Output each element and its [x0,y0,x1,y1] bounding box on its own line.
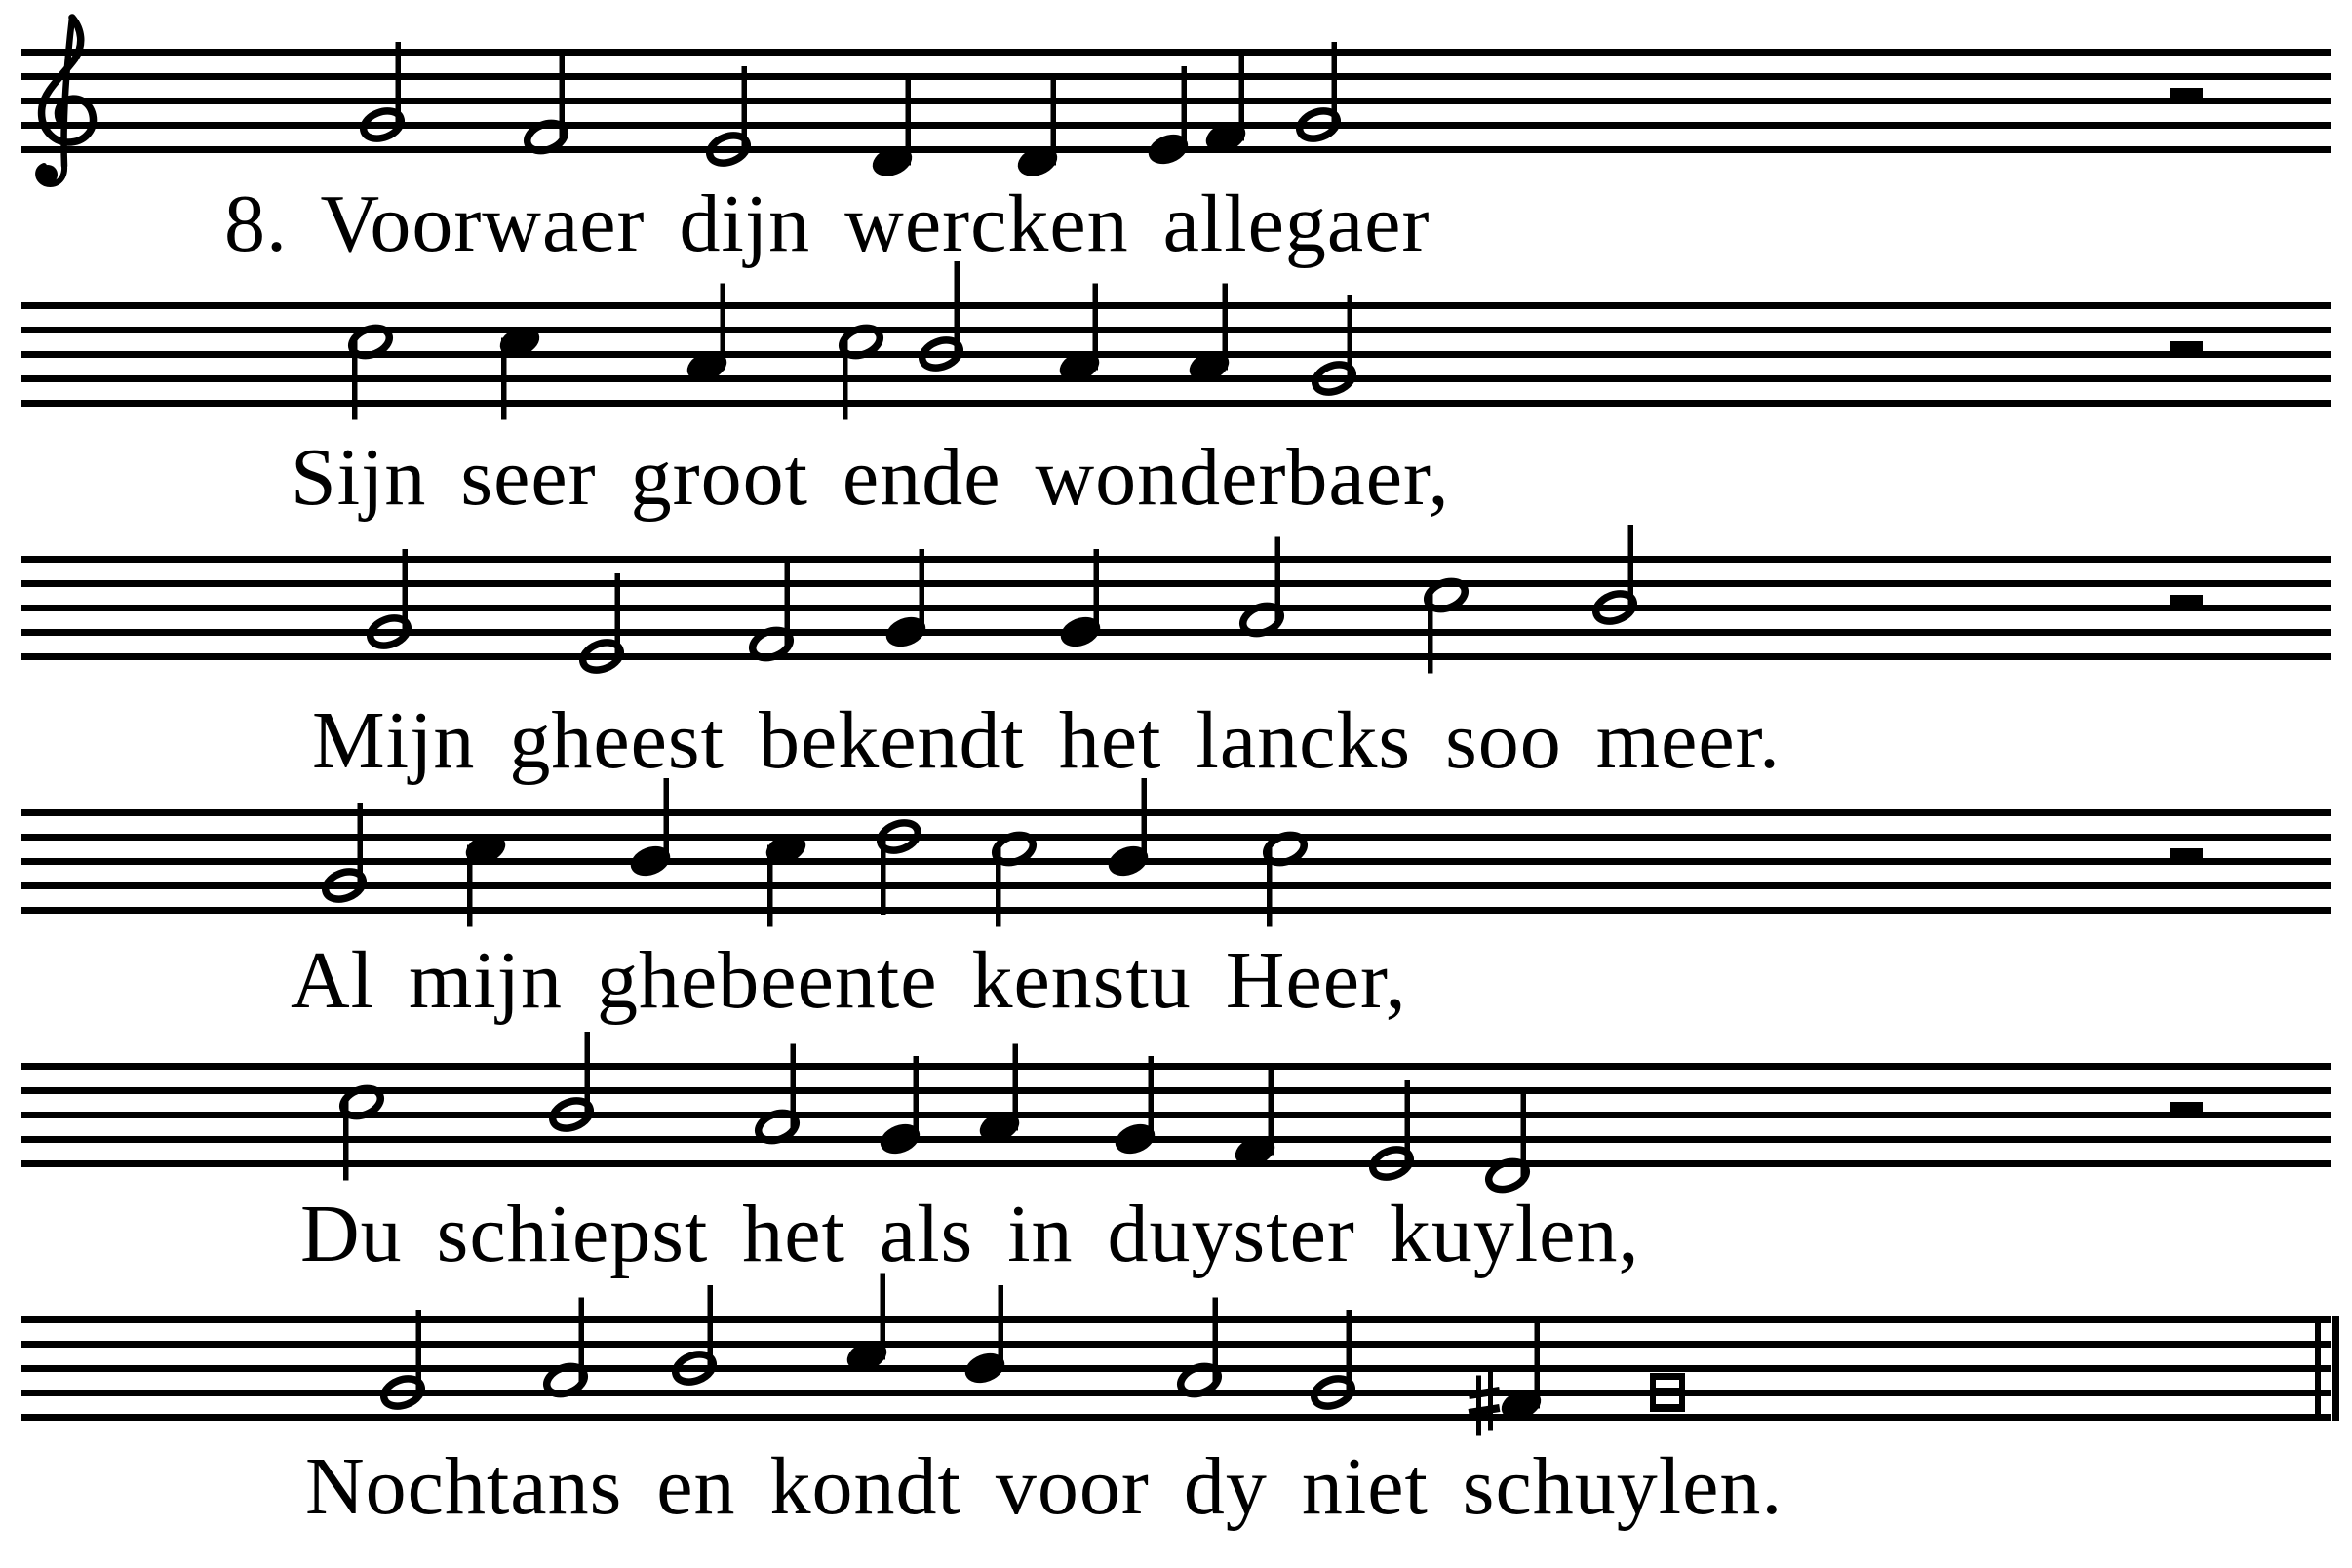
staff-line [21,1160,2331,1167]
staff-line [21,400,2331,407]
staff-line [21,98,2331,104]
whole-rest [2170,341,2203,353]
staff-line [21,375,2331,382]
staff-line [21,1414,2331,1421]
staff-line [21,1341,2331,1348]
sharp-accidental [1488,1370,1493,1431]
final-breve [1650,1404,1685,1412]
staff-line [21,834,2331,841]
whole-rest [2170,595,2203,607]
lyric-line-3: Mijn gheest bekendt het lancks soo meer. [312,695,1782,786]
staff-line [21,1316,2331,1323]
staff-line [21,73,2331,80]
staff-line [21,907,2331,914]
final-barline [2315,1316,2321,1421]
staff-line [21,49,2331,56]
lyric-line-2: Sijn seer groot ende wonderbaer, [291,432,1450,523]
final-breve [1650,1388,1685,1394]
staff-line [21,1063,2331,1070]
whole-rest [2170,848,2203,860]
lyric-line-5: Du schiepst het als in duyster kuylen, [300,1189,1640,1279]
final-breve [1650,1373,1685,1380]
staff-line [21,858,2331,865]
staff-line [21,556,2331,563]
lyric-line-4: Al mijn ghebeente kenstu Heer, [291,935,1407,1026]
final-barline [2332,1316,2339,1421]
staff-line [21,1390,2331,1396]
staff-line [21,1365,2331,1372]
whole-rest [2170,88,2203,99]
sharp-accidental [1469,1387,1501,1399]
sharp-accidental [1476,1376,1481,1436]
lyric-line-6: Nochtans en kondt voor dy niet schuylen. [305,1441,1784,1532]
staff-line [21,653,2331,660]
staff-line [21,580,2331,587]
whole-rest [2170,1102,2203,1114]
staff-line [21,1136,2331,1143]
staff-line [21,882,2331,889]
staff-line [21,605,2331,611]
lyric-line-1: 8. Voorwaer dijn wercken allegaer [224,178,1431,269]
staff-line [21,302,2331,309]
staff-line [21,809,2331,816]
treble-clef-icon [38,165,58,184]
